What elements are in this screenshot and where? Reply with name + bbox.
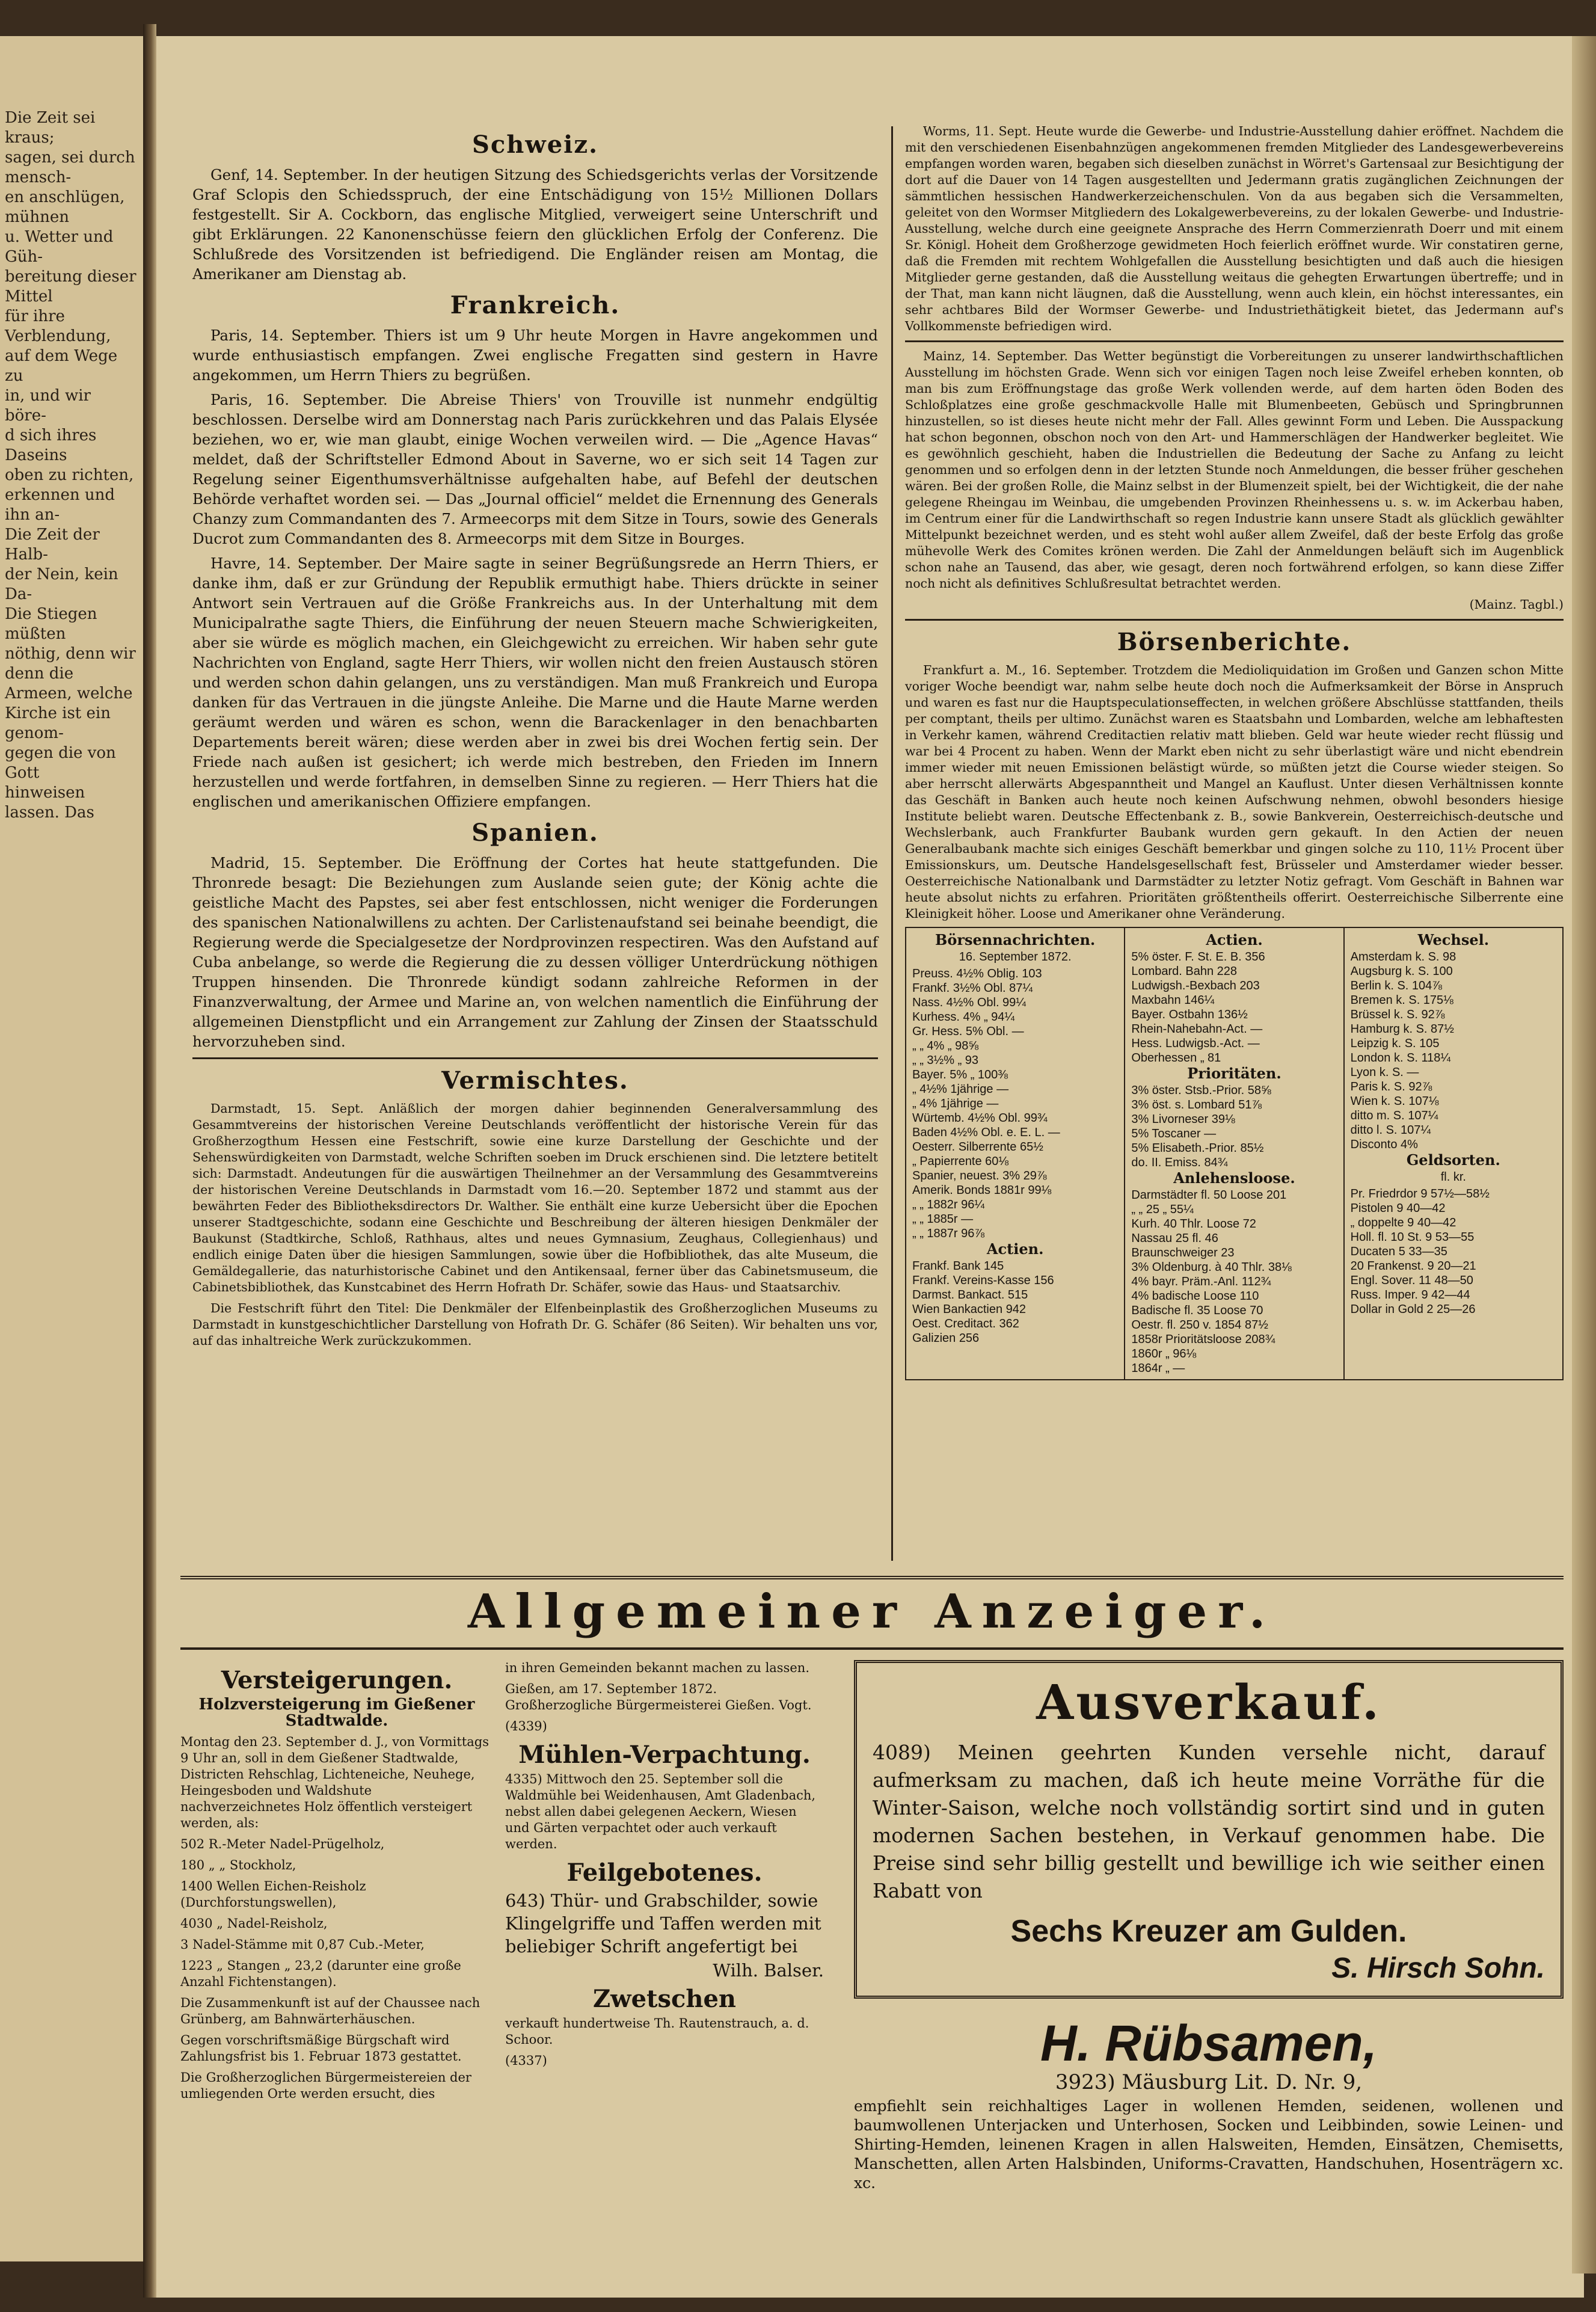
ad-signature: S. Hirsch Sohn. (1331, 1952, 1545, 1984)
section-rule (905, 340, 1564, 342)
market-row: Bayer. 5% „ 100⅜ (912, 1068, 1008, 1081)
market-row: Badische fl. 35 Loose 70 (1131, 1304, 1263, 1317)
market-row: 1860r „ 96⅛ (1131, 1347, 1197, 1360)
market-row: Bremen k. S. 175⅛ (1350, 994, 1453, 1007)
ad-text: 4335) Mittwoch den 25. September soll die Waldmühle bei Weidenhausen, Amt Gladenbach, nebst allen dabei gelegenen Aeckern, Wiesen und Gärten verpachtet oder auch verkauft werden. (505, 1772, 816, 1851)
market-row: Leipzig k. S. 105 (1350, 1037, 1440, 1050)
article-frankfurt: Frankfurt a. M., 16. September. Trotzdem die Medioliquidation im Großen und Ganzen schon Mitte voriger Woche beendigt war, nahm selbe heute doch noch die Aufmerksamkeit der Börse in Anspruch und waren es fast nur die Hauptspeculationseffecten, in welchen größere Abschlüsse stattfanden, theils per comptant, theils per ultimo. Zunächst waren es Staatsbahn und Lombarden, welche am lebhaftesten in Verkehr kamen, während Creditactien relativ matt blieben. Geld war heute wieder recht flüssig und war bei 4 Procent zu haben. Wenn der Markt eben nicht zu sehr überlastigt wäre und nicht ebendrein immer wieder mit neuen Emissionen belästigt würde, so müßten jetzt die Course wieder steigen. So aber herrscht allerwärts Abgespanntheit und Mangel an Kauflust. Unter diesen Verhältnissen konnte das Geschäft in Banken auch heute noch keinen Aufschwung nehmen, obwohl besonders hiesige Institute beliebt waren. Deutsche Effectenbank z. B., sowie Bankverein, Oesterreichisch-deutsche und Wechslerbank, auch Frankfurter Baubank wurden gern gekauft. In den Actien der neuen Generalbaubank machte sich einiges Geschäft bemerkbar und gingen solche zu 110, 11½ Procent über Emissionskurs, um. Deutsche Handelsgesellschaft fest, Brüsseler und Amsterdamer wieder besser. Oesterreichische Nationalbank und Darmstädter zu letzter Notiz gefragt. Vom Geschäft in Bahnen war heute absolut nichts zu erfahren. Prioritäten größtentheils offerirt. Oesterreichische Silberrente eine Kleinigkeit höher. Loose und Amerikaner ohne Veränderung. (905, 663, 1564, 921)
market-row: Berlin k. S. 104⅞ (1350, 979, 1442, 992)
left-page (0, 36, 143, 2261)
ad-middle-column (505, 1660, 824, 2074)
market-row: „ „ 25 „ 55¼ (1131, 1203, 1194, 1216)
ad-heading-ausverkauf: Ausverkauf. (1036, 1674, 1381, 1730)
market-row: Disconto 4% (1350, 1138, 1418, 1151)
market-row: Oberhessen „ 81 (1131, 1051, 1221, 1065)
section-mainz (905, 348, 1564, 613)
market-row: Lombard. Bahn 228 (1131, 965, 1238, 978)
market-row: „ „ 1882r 96¼ (912, 1198, 985, 1211)
section-schweiz (192, 131, 878, 284)
market-row: Amsterdam k. S. 98 (1350, 950, 1456, 964)
ad-text: Die Zusammenkunft ist auf der Chaussee nach Grünberg, am Bahnwärterhäuschen. (180, 1996, 480, 2026)
heading-frankreich: Frankreich. (450, 291, 621, 319)
book-gutter (143, 24, 156, 2298)
market-row: Kurh. 40 Thlr. Loose 72 (1131, 1217, 1256, 1231)
section-worms (905, 123, 1564, 334)
market-row: „ Papierrente 60⅛ (912, 1155, 1009, 1168)
article-paris-16: Paris, 16. September. Die Abreise Thiers' von Trouville ist nunmehr endgültig beschlossen. Derselbe wird am Donnerstag nach Paris zurückkehren und das Palais Elysée beziehen, wo er, wie man glaubt, einige Wochen verweilen wird. — Die „Agence Havas“ meldet, daß der Schriftsteller Edmond About in Saverne, wo er sich seit 14 Tagen zur Regelung seiner Eigenthumsverhältnisse aufgehalten habe, auf Befehl der deutschen Behörde verhaftet worden sei. — Das „Journal officiel“ meldet die Ernennung des Generals Chanzy zum Commandanten des 7. Armeecorps mit dem Sitze in Tours, sowie des Generals Ducrot zum Commandanten des 8. Armeecorps mit dem Sitze in Bourges. (192, 391, 878, 547)
left-line: Kirche ist ein genom- (5, 704, 111, 742)
article-havre: Havre, 14. September. Der Maire sagte in seiner Begrüßungsrede an Herrn Thiers, er danke ihm, daß er zur Gründung der Republik ermuthigt habe. Thiers drückte in seiner Antwort sein Vertrauen auf die Größe Frankreichs aus. In der Unterhaltung mit dem Municipalrathe sagte Thiers, die Einführung der neuen Steuern mache Schwierigkeiten, aber sie würde es möglich machen, ein Gleichgewicht zu erreichen. Wir haben sehr gute Nachrichten von England, sagte Herr Thiers, wir wollen nicht den freien Austausch stören und werden schon dahin gelangen, uns zu verständigen. Man muß Frankreich und Europa danken für das Vertrauen in die jüngste Anleihe. Die Marne und die Haute Marne werden geräumt werden und wären es schon, wenn die Barackenlager in den benachbarten Departements bereit wären; diese werden aber in zwei bis drei Wochen fertig sein. Der Friede nach außen ist gesichert; ich werde mich bestreben, den Frieden im Innern herzustellen und werde fortfahren, in demselben Sinne zu regieren. — Herr Thiers hat die englischen und amerikanischen Offiziere empfangen. (192, 555, 878, 810)
market-col-boersennachrichten (906, 928, 1125, 1379)
market-row: 4% bayr. Präm.-Anl. 112¾ (1131, 1275, 1271, 1288)
section-frankreich (192, 291, 878, 811)
market-row: Frankf. 3½% Obl. 87¼ (912, 982, 1033, 995)
left-page-column (5, 108, 137, 823)
section-rule (192, 1057, 878, 1059)
left-line: Die Zeit der Halb- (5, 526, 100, 564)
article-mainz: Mainz, 14. September. Das Wetter begünstigt die Vorbereitungen zu unserer landwirthschaftlichen Ausstellung im höchsten Grade. Wenn sich vor einigen Tagen noch leise Zweifel erheben konnten, ob man bis zum Eröffnungstage das große Werk vollenden werde, auf dem harten öden Boden des Schloßplatzes eine große geschmackvolle Halle mit Blumenbeeten, Gebüsch und Springbrunnen hinzustellen, so ist dieses heute nicht mehr der Fall. Alles gewinnt Form und Leben. Die Ausspackung hat schon begonnen, obschon noch von den Art- und Hammerschlägen der Handwerker begleitet. Wie es gewöhnlich geschieht, haben die Industriellen die Bedeutung der Sache zu Anfang zu leicht genommen und so erfolgen denn in der letzten Stunde noch Anmeldungen, die besser früher geschehen wären. Bei der großen Rolle, die Mainz selbst in der Blumenzeit spielt, bei der Wichtigkeit, die der nahe gelegene Rheingau im Weinbau, die umgebenden Provinzen Rheinhessens u. s. w. im Ackerbau haben, im Centrum einer für die Landwirthschaft so regen Industrie kann unsere Stadt als glücklich gewählter Mittelpunkt bezeichnet werden, und es steht wohl außer allem Zweifel, daß der beste Erfolg das große mühevolle Werk des Comites krönen werden. Die Zahl der Anmeldungen beläuft sich im Augenblick schon nahe an Tausend, das aber, wie gesagt, deren noch fortwährend erfolgen, so kann diese Ziffer noch nicht als definitives Schlußresultat betrachtet werden. (905, 349, 1564, 591)
market-row: „ 4% 1jährige — (912, 1097, 999, 1110)
market-row: Bayer. Ostbahn 136½ (1131, 1008, 1248, 1021)
section-spanien (192, 819, 878, 1051)
market-row: „ „ 4% „ 98⅝ (912, 1039, 979, 1053)
market-row: 3% öster. Stsb.-Prior. 58⅝ (1131, 1084, 1271, 1097)
left-line: oben zu richten, (5, 466, 134, 484)
market-row: Frankf. Bank 145 (912, 1259, 1004, 1273)
left-line: denn die Armeen, welche (5, 665, 133, 703)
market-row: Paris k. S. 92⅞ (1350, 1080, 1432, 1093)
left-line: Die Zeit sei kraus; (5, 109, 96, 147)
ad-item: 4030 „ Nadel-Reisholz, (180, 1916, 328, 1931)
market-row: Darmstädter fl. 50 Loose 201 (1131, 1188, 1287, 1202)
market-row: „ 4½% 1jährige — (912, 1083, 1009, 1096)
market-row: 1864r „ — (1131, 1362, 1185, 1375)
page-edge (1572, 36, 1596, 2274)
market-row: Baden 4½% Obl. e. E. L. — (912, 1126, 1060, 1139)
market-row: Amerik. Bonds 1881r 99⅛ (912, 1184, 1052, 1197)
market-subtitle: Anlehensloose. (1173, 1169, 1295, 1187)
ad-heading-ruebsamen: H. Rübsamen, (1040, 2015, 1378, 2071)
market-row: Rhein-Nahebahn-Act. — (1131, 1022, 1263, 1036)
market-row: Pistolen 9 40—42 (1350, 1202, 1446, 1215)
ad-item: 180 „ „ Stockholz, (180, 1858, 296, 1872)
left-line: sagen, sei durch mensch- (5, 149, 135, 186)
market-row: Darmst. Bankact. 515 (912, 1288, 1028, 1302)
market-row: Frankf. Vereins-Kasse 156 (912, 1274, 1054, 1287)
ad-signature: Gießen, am 17. September 1872. Großherzogliche Bürgermeisterei Gießen. Vogt. (505, 1682, 812, 1712)
heading-boersen: Börsenberichte. (1117, 628, 1352, 656)
ad-text: Gegen vorschriftsmäßige Bürgschaft wird Zahlungsfrist bis 1. Februar 1873 gestattet. (180, 2033, 462, 2064)
market-row: Oest. Creditact. 362 (912, 1317, 1019, 1330)
article-paris-14: Paris, 14. September. Thiers ist um 9 Uhr heute Morgen in Havre angekommen und wurde enthusiastisch empfangen. Zwei englische Fregatten sind gestern in Havre angekommen, um Herrn Thiers zu begrüßen. (192, 327, 878, 384)
market-row: Holl. fl. 10 St. 9 53—55 (1350, 1231, 1475, 1244)
section-boersen (905, 628, 1564, 922)
market-col-wechsel (1345, 928, 1562, 1379)
ad-address: 3923) Mäusburg Lit. D. Nr. 9, (1055, 2070, 1363, 2094)
left-line: d sich ihres Daseins (5, 426, 97, 464)
anzeiger-section (180, 1576, 1564, 2192)
market-row: London k. S. 118¼ (1350, 1051, 1451, 1065)
section-rule (905, 619, 1564, 621)
market-row: Brüssel k. S. 92⅞ (1350, 1008, 1445, 1021)
market-row: „ „ 1887r 96⅞ (912, 1227, 985, 1240)
left-line: u. Wetter und Güh- (5, 228, 114, 266)
ad-heading-zwetschen: Zwetschen (592, 1985, 737, 2013)
ad-heading: Versteigerungen. (221, 1666, 453, 1694)
article-genf: Genf, 14. September. In der heutigen Sitzung des Schiedsgerichts verlas der Vorsitzende Graf Sclopis den Schiedsspruch, der eine Entschädigung von 15½ Millionen Dollars festgestellt. Sir A. Cockborn, das englische Mitglied, verweigert seine Unterschrift und gibt Erklärungen. 22 Kanonenschüsse feiern den glücklichen Erfolg der Conferenz. Die Schlußrede des Vorsitzenden ist befriedigend. Die Engländer reisen am Montag, die Amerikaner am Dienstag ab. (192, 166, 878, 283)
left-line: gegen die von Gott (5, 744, 116, 782)
ad-text: 643) Thür- und Grabschilder, sowie Klingelgriffe und Taffen werden mit beliebiger Schrift angefertigt bei (505, 1890, 821, 1957)
market-row: Lyon k. S. — (1350, 1066, 1419, 1079)
market-subtitle: Prioritäten. (1187, 1065, 1281, 1082)
market-row: 5% Toscaner — (1131, 1127, 1217, 1140)
market-row: Ducaten 5 33—35 (1350, 1245, 1447, 1258)
ad-item: 1400 Wellen Eichen-Reisholz (Durchforstungswellen), (180, 1879, 366, 1910)
market-row: Hess. Ludwigsb.-Act. — (1131, 1037, 1260, 1050)
ad-ruebsamen (854, 2014, 1564, 2193)
ad-signature: Wilh. Balser. (713, 1960, 824, 1981)
ad-ref: (4337) (505, 2053, 547, 2068)
market-row: 5% Elisabeth.-Prior. 85½ (1131, 1142, 1264, 1155)
ad-ref: (4339) (505, 1719, 547, 1733)
ad-text: Die Großherzoglichen Bürgermeistereien der umliegenden Orte werden ersucht, dies (180, 2070, 471, 2101)
left-line: für ihre Verblendung, (5, 307, 111, 345)
market-row: ditto m. S. 107¼ (1350, 1109, 1438, 1122)
market-units: fl. kr. (1440, 1170, 1466, 1184)
anzeiger-heading: Allgemeiner Anzeiger. (180, 1576, 1564, 1650)
market-row: Augsburg k. S. 100 (1350, 965, 1453, 978)
article-mainz-source: (Mainz. Tagbl.) (1469, 597, 1564, 612)
market-row: Oestr. fl. 250 v. 1854 87½ (1131, 1318, 1268, 1332)
market-col-actien (1125, 928, 1344, 1379)
market-row: 3% Oldenburg. à 40 Thlr. 38⅛ (1131, 1261, 1292, 1274)
heading-vermischtes: Vermischtes. (441, 1066, 629, 1095)
ad-item: 3 Nadel-Stämme mit 0,87 Cub.-Meter, (180, 1937, 425, 1952)
market-row: 3% öst. s. Lombard 51⅞ (1131, 1098, 1262, 1111)
market-row: 5% öster. F. St. E. B. 356 (1131, 950, 1265, 964)
left-line: auf dem Wege zu (5, 347, 118, 385)
market-row: Dollar in Gold 2 25—26 (1350, 1303, 1476, 1316)
market-row: 4% badische Loose 110 (1131, 1290, 1259, 1303)
ad-text: verkauft hundertweise Th. Rautenstrauch, a. d. Schoor. (505, 2016, 809, 2047)
ad-right-column (854, 1660, 1564, 2198)
left-line: Die Stiegen müßten (5, 605, 97, 643)
left-line: en anschlügen, mühnen (5, 188, 125, 226)
market-row: Galizien 256 (912, 1332, 980, 1345)
market-row: Pr. Friedrdor 9 57½—58½ (1350, 1187, 1490, 1201)
left-line: erkennen und ihn an- (5, 486, 115, 524)
market-row: 3% Livorneser 39⅛ (1131, 1113, 1235, 1126)
market-row: Nass. 4½% Obl. 99¼ (912, 996, 1026, 1009)
heading-spanien: Spanien. (471, 819, 599, 847)
market-row: Oesterr. Silberrente 65½ (912, 1140, 1043, 1154)
market-row: „ doppelte 9 40—42 (1350, 1216, 1456, 1229)
market-row: Kurhess. 4% „ 94¼ (912, 1010, 1015, 1024)
left-line: nöthig, denn wir (5, 645, 136, 663)
newspaper-page (156, 36, 1584, 2298)
ad-text: Montag den 23. September d. J., von Vormittags 9 Uhr an, soll in dem Gießener Stadtwalde, Districten Rehschlag, Lichteneiche, Neuhege, Heingesboden und Waldshute nachverzeichnetes Holz öffentlich versteigert werden, als: (180, 1735, 489, 1830)
market-title: Börsennachrichten. (935, 931, 1096, 948)
market-row: Gr. Hess. 5% Obl. — (912, 1025, 1024, 1038)
market-row: Engl. Sover. 11 48—50 (1350, 1274, 1473, 1287)
column-divider (891, 126, 893, 1561)
market-row: Maxbahn 146¼ (1131, 994, 1215, 1007)
ad-subheading: Holzversteigerung im Gießener Stadtwalde. (198, 1696, 475, 1730)
market-row: Nassau 25 fl. 46 (1131, 1232, 1218, 1245)
market-row: 1858r Prioritätsloose 208¾ (1131, 1333, 1275, 1346)
market-subtitle: Geldsorten. (1406, 1151, 1500, 1169)
market-row: ditto l. S. 107¼ (1350, 1124, 1431, 1137)
market-row: Preuss. 4½% Oblig. 103 (912, 967, 1042, 980)
left-column (192, 123, 878, 1354)
article-festschrift: Die Festschrift führt den Titel: Die Denkmäler der Elfenbeinplastik des Großherzoglichen Museums zu Darmstadt in kunstgeschichtlicher Darstellung von Hofrath Dr. G. Schäfer (86 Seiten). Wir behalten uns vor, auf das inhaltreiche Werk zurückzukommen. (192, 1301, 878, 1348)
ad-item: 502 R.-Meter Nadel-Prügelholz, (180, 1837, 385, 1851)
section-vermischtes (192, 1066, 878, 1349)
ad-ausverkauf (854, 1660, 1564, 1999)
market-row: 20 Frankenst. 9 20—21 (1350, 1259, 1476, 1273)
ad-text: empfiehlt sein reichhaltiges Lager in wollenen Hemden, seidenen, wollenen und baumwollenen Unterjacken und Unterhosen, Socken und Leibbinden, sowie Leinen- und Shirting-Hemden, leinenen Kragen in allen Halsweiten, Hemden, Einsätzen, Chemisetts, Manschetten, allen Arten Halsbinden, Uniforms-Cravatten, Handschuhen, Hosenträgern xc. xc. (854, 2097, 1564, 2192)
heading-schweiz: Schweiz. (471, 131, 599, 159)
market-row: „ „ 3½% „ 93 (912, 1054, 979, 1067)
ad-versteigerungen (180, 1660, 493, 2107)
ad-text: in ihren Gemeinden bekannt machen zu lassen. (505, 1661, 809, 1675)
right-column (905, 123, 1564, 1380)
market-title: Actien. (1206, 931, 1263, 948)
article-darmstadt: Darmstadt, 15. Sept. Anläßlich der morgen dahier beginnenden Generalversammlung des Gesammtvereins der historischen Vereine Deutschlands veröffentlicht der historische Verein für das Großherzogthum Hessen eine Festschrift, sowie eine kurze Darstellung der Geschichte und der Sehenswürdigkeiten von Darmstadt, welche Schriften soeben im Druck erschienen sind. Die letztere betitelt sich: Darmstadt. Andeutungen für die auswärtigen Theilnehmer an der Versammlung des Gesammtvereins der historischen Vereine Deutschlands in Darmstadt vom 16.—20. September 1872 und stammt aus der bewährten Feder des Bibliotheksdirectors Dr. Walther. Sie enthält eine kurze Uebersicht über die Epochen unserer Stadtgeschichte, sodann eine Geschichte und Beschreibung der älteren hiesigen Denkmäler der Baukunst (Stadtkirche, Schloß, Rathhaus, altes und neues Gymnasium, Zeughaus, Collegienhaus) und endlich einige Daten über die hiesigen Sammlungen, sowie über die Hofbibliothek, das alte Museum, die Gemäldegallerie, das naturhistorische Cabinet und den Antikensaal, ferner über das Cabinetsmuseum, die Cabinetsbibliothek, das Kunstcabinet des Herrn Hofrath Dr. Schäfer, sowie das Haus- und Staatsarchiv. (192, 1101, 878, 1294)
market-title: Wechsel. (1417, 931, 1490, 948)
market-row: Wien Bankactien 942 (912, 1303, 1027, 1316)
left-line: hinweisen lassen. Das (5, 784, 94, 822)
market-table (905, 927, 1564, 1380)
ad-item: 1223 „ Stangen „ 23,2 (darunter eine große Anzahl Fichtenstangen). (180, 1958, 461, 1989)
left-line: der Nein, kein Da- (5, 565, 118, 603)
market-row: „ „ 1885r — (912, 1213, 974, 1226)
market-row: Wien k. S. 107⅛ (1350, 1095, 1439, 1108)
market-row: Würtemb. 4½% Obl. 99¾ (912, 1111, 1048, 1125)
market-row: Braunschweiger 23 (1131, 1246, 1235, 1259)
ad-text: 4089) Meinen geehrten Kunden versehle nicht, darauf aufmerksam zu machen, daß ich heute meine Vorräthe für die Winter-Saison, welche noch vollständig sortirt sind und in guten modernen Sachen bestehen, in Verkauf genommen habe. Die Preise sind sehr billig gestellt und bewillige ich wie seither einen Rabatt von (873, 1741, 1545, 1902)
market-row: Hamburg k. S. 87½ (1350, 1022, 1454, 1036)
left-line: bereitung dieser Mittel (5, 268, 137, 306)
market-row: Russ. Imper. 9 42—44 (1350, 1288, 1470, 1302)
market-subtitle: Actien. (986, 1240, 1044, 1258)
market-row: do. II. Emiss. 84¾ (1131, 1156, 1228, 1169)
ad-heading-muehlen: Mühlen-Verpachtung. (518, 1741, 811, 1769)
market-row: Spanier, neuest. 3% 29⅞ (912, 1169, 1047, 1182)
article-worms: Worms, 11. Sept. Heute wurde die Gewerbe- und Industrie-Ausstellung dahier eröffnet. Nachdem die mit den verschiedenen Eisenbahnzügen angekommenen fremden Mitglieder des Landesgewerbevereins empfangen worden waren, begaben sich dieselben zunächst in Wörret's Gartensaal zur Besichtigung der dort auf die Dauer von 14 Tagen ausgestellten und Jedermann gratis zugänglichen Zeichnungen der sämmtlichen hessischen Handwerkerzeichenschulen. Von da aus begaben sich die Versammelten, geleitet von den Wormser Mitgliedern des Lokalgewerbevereins, zu der lokalen Gewerbe- und Industrie-Ausstellung, welche durch eine geeignete Ansprache des Herrn Commerzienrath Doerr und mit einem Sr. Königl. Hoheit dem Großherzoge gewidmeten Hoch feierlich eröffnet wurde. Wir constatiren gerne, daß die Fremden mit rechtem Wohlgefallen die Ausstellung besichtigten und daß auch die hiesigen Mitglieder gerne gestanden, daß die Ausstellung weitaus die gehegten Erwartungen übertreffe; und in der That, man kann nicht läugnen, daß die Ausstellung, wenn auch klein, ein höchst interessantes, ein sehr achtbares Bild der Wormser Gewerbe- und Industriethätigkeit bietet, das Jedermann auf's Vollkommenste befriedigen wird. (905, 124, 1564, 333)
ad-highlight: Sechs Kreuzer am Gulden. (1010, 1914, 1407, 1949)
ad-heading-feil: Feilgebotenes. (566, 1859, 763, 1887)
left-line: in, und wir böre- (5, 387, 91, 425)
market-row: Ludwigsh.-Bexbach 203 (1131, 979, 1260, 992)
market-date: 16. September 1872. (959, 950, 1072, 964)
article-madrid: Madrid, 15. September. Die Eröffnung der Cortes hat heute stattgefunden. Die Thronrede besagt: Die Beziehungen zum Auslande seien gute; der König achte die geistliche Macht des Papstes, sei aber fest entschlossen, nicht weniger die Forderungen des spanischen Nationalwillens zu achten. Der Carlistenaufstand sei beinahe beendigt, die Regierung werde die Specialgesetze der Nordprovinzen respectiren. Was den Aufstand auf Cuba anbelange, so werde die Regierung die zu dessen völliger Unterdrückung nöthigen Truppen hinsenden. Die Thronrede kündigt sodann zahlreiche Reformen in der Finanzverwaltung, der Armee und Marine an, von welchen namentlich die Einführung der allgemeinen Dienstpflicht und ein Arrangement zur Zahlung der Zinsen der Staatsschuld hervorzuheben sind. (192, 854, 878, 1050)
